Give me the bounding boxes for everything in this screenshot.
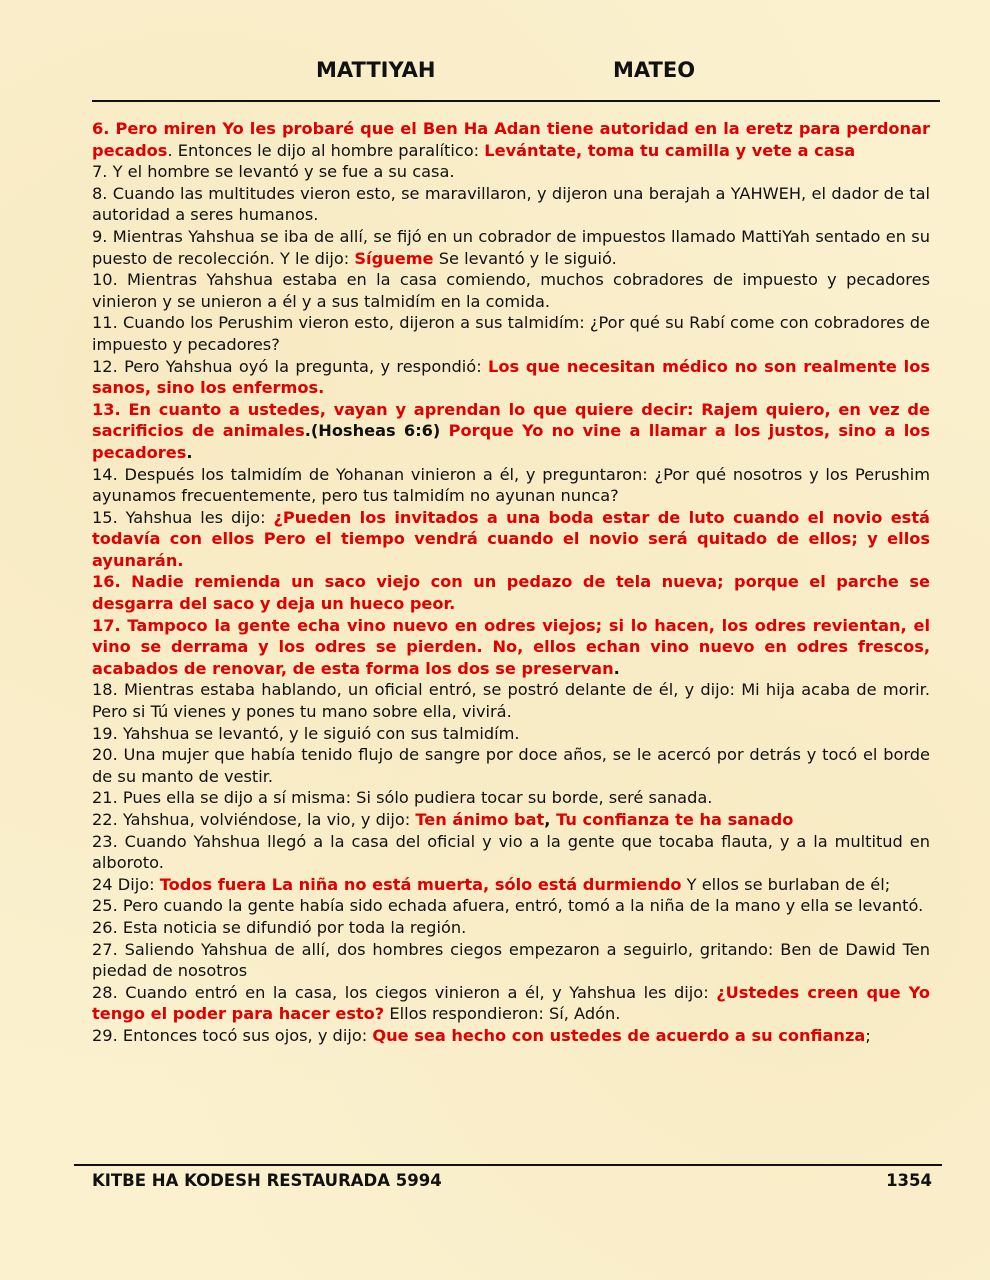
verse-text: 28. Cuando entró en la casa, los ciegos vinieron a él, y Yahshua les dijo:	[92, 982, 717, 1002]
verse	[92, 787, 930, 809]
verse	[92, 464, 930, 507]
verse-text: 23. Cuando Yahshua llegó a la casa del oficial y vio a la gente que tocaba flauta, y a la multitud en alboroto.	[92, 831, 930, 873]
verse	[92, 679, 930, 722]
verse-text: 25. Pero cuando la gente había sido echada afuera, entró, tomó a la niña de la mano y ella se levantó.	[92, 896, 924, 916]
verse-text: .	[613, 658, 620, 678]
verse	[92, 312, 930, 355]
verse-text: ;	[865, 1025, 871, 1045]
book-title-spanish: MATEO	[613, 58, 696, 82]
verse-text: 22. Yahshua, volviéndose, la vio, y dijo:	[92, 810, 416, 829]
verse-text: 29. Entonces tocó sus ojos, y dijo:	[92, 1025, 373, 1045]
verse-text: Y ellos se burlaban de él;	[681, 874, 891, 894]
verse	[92, 507, 930, 572]
verse	[92, 939, 930, 982]
verse	[92, 571, 930, 614]
verse	[92, 831, 930, 874]
verse	[92, 917, 930, 939]
verse-text: 26. Esta noticia se difundió por toda la región.	[92, 917, 467, 937]
verse-quote-text: Tu confianza te ha sanado	[556, 810, 794, 829]
verse-quote-text: ¿Ustedes creen que Yo tengo el poder para hacer esto?	[92, 982, 930, 1024]
verse-quote-text: Todos fuera La niña no está muerta, sólo está durmiendo	[159, 874, 682, 894]
verse-text: 27. Saliendo Yahshua de allí, dos hombres ciegos empezaron a seguirlo, gritando: Ben de Dawid Ten piedad de nosotros	[92, 939, 930, 981]
verse-text: 21. Pues ella se dijo a sí misma: Si sólo pudiera tocar su borde, seré sanada.	[92, 788, 713, 808]
verse-text: 12. Pero Yahshua oyó la pregunta, y respondió:	[92, 356, 489, 376]
verse	[92, 118, 930, 161]
verse	[92, 809, 930, 831]
footer-rule	[74, 1164, 942, 1166]
verse-text: 15. Yahshua les dijo:	[92, 507, 274, 527]
verse-text: .(Hosheas 6:6)	[304, 421, 449, 441]
verse	[92, 723, 930, 745]
verse-quote-text: Los que necesitan médico no son realmente los sanos, sino los enfermos.	[92, 356, 930, 398]
footer-book-title: KITBE HA KODESH RESTAURADA 5994	[92, 1171, 442, 1190]
verse-quote-text: 6. Pero miren Yo les probaré que el Ben Ha Adan tiene autoridad en la eretz para perdonar pecados	[92, 119, 930, 160]
verse-text: 24 Dijo:	[92, 874, 160, 894]
verse-text: 8. Cuando las multitudes vieron esto, se maravillaron, y dijeron una berajah a YAHWEH, el dador de tal autoridad a seres humanos.	[92, 183, 930, 225]
verse-text: 10. Mientras Yahshua estaba en la casa comiendo, muchos cobradores de impuesto y pecadores vinieron y se unieron a él y a sus talmidím en la comida.	[92, 270, 930, 311]
verse-quote-text: 16. Nadie remienda un saco viejo con un pedazo de tela nueva; porque el parche se desgarra del saco y deja un hueco peor.	[92, 572, 930, 614]
verse-text: 19. Yahshua se levantó, y le siguió con sus talmidím.	[92, 723, 520, 743]
verse	[92, 183, 930, 226]
page-header	[0, 58, 990, 90]
verse-quote-text: 13. En cuanto a ustedes, vayan y aprendan lo que quiere decir: Rajem quiero, en vez de sacrificios de animales	[92, 399, 930, 441]
verse-text: .	[186, 442, 193, 462]
book-title-hebrew: MATTIYAH	[316, 58, 436, 82]
verse	[92, 356, 930, 399]
verse-quote-text: Ten ánimo bat	[415, 810, 545, 829]
verse-text: 20. Una mujer que había tenido flujo de sangre por doce años, se le acercó por detrás y tocó el borde de su manto de vestir.	[92, 745, 930, 786]
verse	[92, 895, 930, 917]
verse-quote-text: Porque Yo no vine a llamar a los justos, sino a los pecadores	[92, 421, 930, 462]
verse-quote-text: 17. Tampoco la gente echa vino nuevo en odres viejos; si lo hacen, los odres revientan, el vino se derrama y los odres se pierden. No, ellos echan vino nuevo en odres frescos, acabados de renovar, de esta forma los dos se preservan	[92, 615, 930, 678]
header-rule	[92, 100, 940, 102]
verse-quote-text: Que sea hecho con ustedes de acuerdo a su confianza	[372, 1025, 866, 1045]
verse	[92, 982, 930, 1025]
verse	[92, 744, 930, 787]
verse-text: ,	[544, 810, 557, 829]
verse-text: . Entonces le dijo al hombre paralítico:	[167, 140, 485, 160]
verse-text: 11. Cuando los Perushim vieron esto, dijeron a sus talmidím: ¿Por qué su Rabí come con cobradores de impuesto y pecadores?	[92, 313, 930, 354]
verse	[92, 1025, 930, 1047]
verse-text: Se levantó y le siguió.	[433, 248, 617, 268]
verse	[92, 161, 930, 183]
verse-text: Ellos respondieron: Sí, Adón.	[384, 1004, 621, 1024]
verse-quote-text: Sígueme	[354, 248, 434, 268]
verse-quote-text: ¿Pueden los invitados a una boda estar de luto cuando el novio está todavía con ellos Pero el tiempo vendrá cuando el novio será quitado de ellos; y ellos ayunarán.	[92, 507, 930, 570]
verse-quote-text: Levántate, toma tu camilla y vete a casa	[484, 140, 856, 160]
verse	[92, 615, 930, 680]
verse-text: 9. Mientras Yahshua se iba de allí, se fijó en un cobrador de impuestos llamado MattiYah sentado en su puesto de recolección. Y le dijo:	[92, 226, 930, 268]
verse-text: 14. Después los talmidím de Yohanan vinieron a él, y preguntaron: ¿Por qué nosotros y los Perushim ayunamos frecuentemente, pero tus talmidím no ayunan nunca?	[92, 464, 930, 506]
verse	[92, 399, 930, 464]
verse-text: 7. Y el hombre se levantó y se fue a su casa.	[92, 162, 455, 182]
verse-text: 18. Mientras estaba hablando, un oficial entró, se postró delante de él, y dijo: Mi hija acaba de morir. Pero si Tú vienes y pones tu mano sobre ella, vivirá.	[92, 680, 930, 722]
verse	[92, 874, 930, 896]
verse	[92, 269, 930, 312]
chapter-text	[92, 118, 930, 1047]
page-number: 1354	[886, 1171, 932, 1190]
verse	[92, 226, 930, 269]
